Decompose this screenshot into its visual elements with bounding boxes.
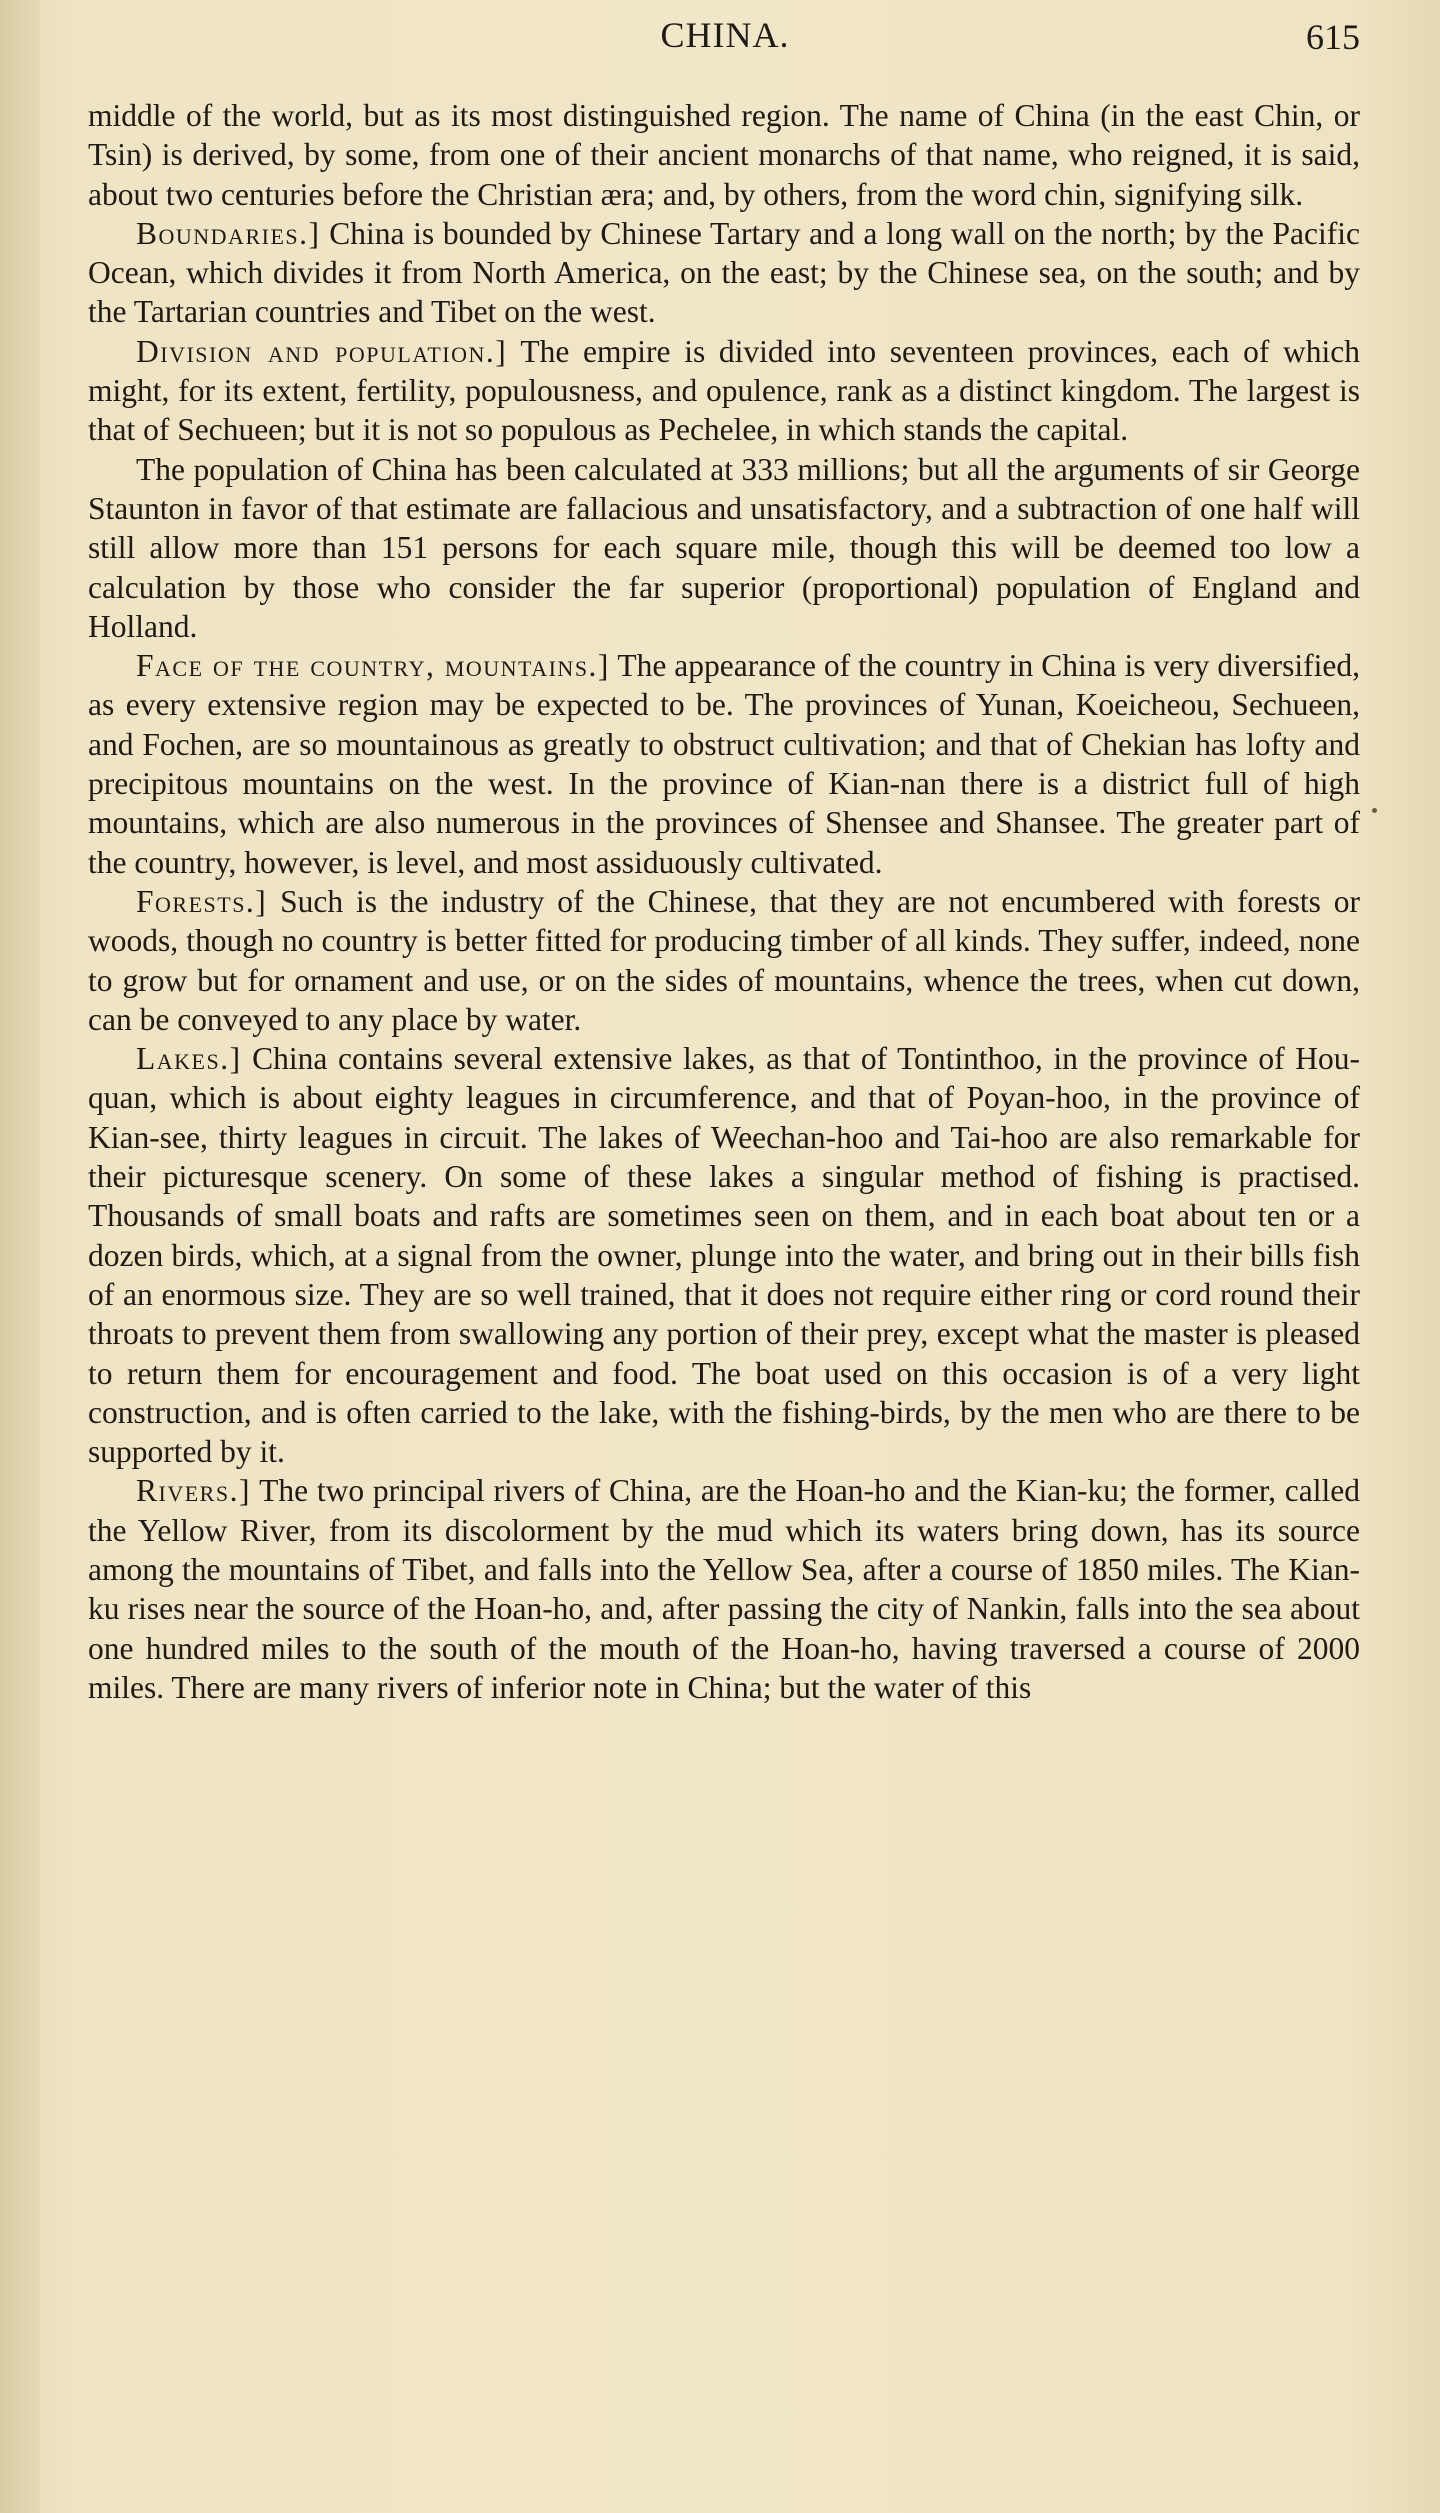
paragraph-text: The population of China has been calculated at 333 millions; but all the arguments of sir George Staunton in favor of that estimate are fallacious and unsatisfactory, and a subtraction of one half will still allow more than 151 persons for each square mile, though this will be deemed too low a calculation by those who consider the far superior (proportional) population of England and Holland. bbox=[88, 451, 1360, 644]
paragraph-text: middle of the world, but as its most distinguished region. The name of China (in the east Chin, or Tsin) is derived, by some, from one of their ancient monarchs of that name, who reigned, it is said, about two centuries before the Christian æra; and, by others, from the word chin, signifying silk. bbox=[88, 98, 1360, 212]
running-title: CHINA. bbox=[660, 15, 790, 55]
section-heading: Face of the country, mountains.] bbox=[136, 648, 610, 684]
paragraph-division bbox=[88, 332, 1360, 450]
paragraph-forests bbox=[88, 882, 1360, 1039]
paragraph-lakes bbox=[88, 1039, 1360, 1471]
running-head bbox=[90, 14, 1360, 74]
paragraph-rivers bbox=[88, 1471, 1360, 1707]
paragraph-boundaries bbox=[88, 214, 1360, 332]
section-heading: Division and population.] bbox=[136, 333, 508, 369]
paragraph-text: The two principal rivers of China, are the Hoan-ho and the Kian-ku; the former, called the Yellow River, from its discolorment by the mud which its waters bring down, has its source among the mountains of Tibet, and falls into the Yellow Sea, after a course of 1850 miles. The Kian-ku rises near the source of the Hoan-ho, and, after passing the city of Nankin, falls into the sea about one hundred miles to the south of the mouth of the Hoan-ho, having traversed a course of 2000 miles. There are many rivers of inferior note in China; but the water of this bbox=[88, 1473, 1360, 1705]
section-heading: Lakes.] bbox=[136, 1041, 242, 1077]
page-gutter bbox=[0, 0, 40, 2513]
section-heading: Forests.] bbox=[136, 883, 268, 919]
body-text bbox=[88, 96, 1360, 1707]
paragraph-text: The appearance of the country in China is very diversified, as every extensive region may be expected to be. The provinces of Yunan, Koeicheou, Sechueen, and Fochen, are so mountainous as greatly to obstruct cultivation; and that of Chekian has lofty and precipitous mountains on the west. In the province of Kian-nan there is a district full of high mountains, which are also numerous in the provinces of Shensee and Shansee. The greater part of the country, however, is level, and most assiduously cultivated. bbox=[88, 648, 1360, 880]
paragraph-text: China contains several extensive lakes, as that of Tontinthoo, in the province of Hou-quan, which is about eighty leagues in circumference, and that of Poyan-hoo, in the province of Kian-see, thirty leagues in circuit. The lakes of Weechan-hoo and Tai-hoo are also remarkable for their picturesque scenery. On some of these lakes a singular method of fishing is practised. Thousands of small boats and rafts are sometimes seen on them, and in each boat about ten or a dozen birds, which, at a signal from the owner, plunge into the water, and bring out in their bills fish of an enormous size. They are so well trained, that it does not require either ring or cord round their throats to prevent them from swallowing any portion of their prey, except what the master is pleased to return them for encouragement and food. The boat used on this occasion is of a very light construction, and is often carried to the lake, with the fishing-birds, by the men who are there to be supported by it. bbox=[88, 1041, 1360, 1470]
paragraph-face-of-country bbox=[88, 646, 1360, 882]
section-heading: Rivers.] bbox=[136, 1473, 251, 1509]
page-number: 615 bbox=[1306, 17, 1360, 57]
margin-speck bbox=[1372, 808, 1377, 813]
paragraph-intro bbox=[88, 96, 1360, 214]
section-heading: Boundaries.] bbox=[136, 215, 321, 251]
paragraph-population bbox=[88, 450, 1360, 646]
paragraph-text: Such is the industry of the Chinese, that they are not encumbered with forests or woods, though no country is better fitted for producing timber of all kinds. They suffer, indeed, none to grow but for ornament and use, or on the sides of mountains, whence the trees, when cut down, can be conveyed to any place by water. bbox=[88, 883, 1360, 1037]
paragraph-text: The empire is divided into seventeen provinces, each of which might, for its extent, fertility, populousness, and opulence, rank as a distinct kingdom. The largest is that of Sechueen; but it is not so populous as Pechelee, in which stands the capital. bbox=[88, 333, 1361, 448]
paragraph-text: China is bounded by Chinese Tartary and a long wall on the north; by the Pacific Ocean, which divides it from North America, on the east; by the Chinese sea, on the south; and by the Tartarian countries and Tibet on the west. bbox=[88, 215, 1360, 330]
